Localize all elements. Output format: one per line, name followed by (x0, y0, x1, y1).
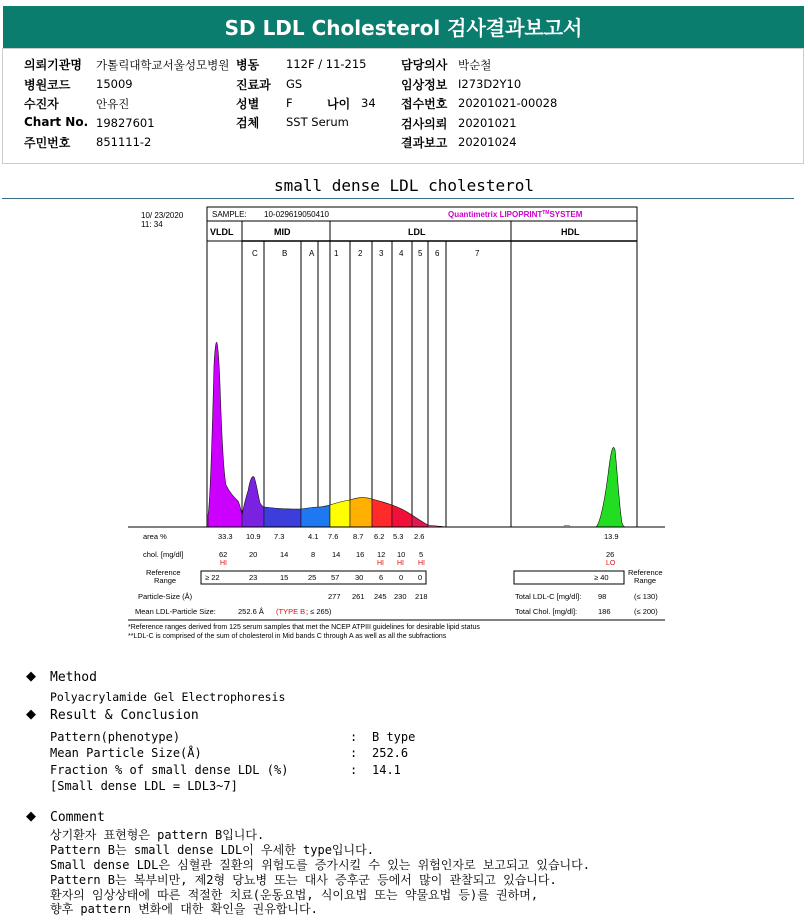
report-time: 11: 34 (141, 220, 163, 229)
result-heading: Result & Conclusion (50, 708, 199, 723)
ps-label: Particle-Size (Å) (138, 592, 193, 601)
mean-label: Mean LDL-Particle Size: (135, 607, 216, 616)
vldl-peak (208, 342, 242, 527)
ldl3-peak (372, 499, 392, 527)
clinical-info-value: I273D2Y10 (458, 77, 522, 91)
ps-4: 230 (394, 592, 407, 601)
age-label: 나이 (327, 97, 351, 111)
ref-right-2: Range (634, 576, 657, 585)
request-value: 20201021 (458, 116, 517, 130)
request-label: 검사의뢰 (401, 117, 448, 131)
result-sep-pattern: : (350, 730, 358, 744)
department-label: 진료과 (236, 78, 271, 92)
hospital-code-label: 병원코드 (24, 78, 71, 92)
brand-text: Quantimetrix LIPOPRINT (448, 210, 543, 219)
footnote-2: **LDL-C is comprised of the sum of cholesterol in Mid bands C through A as well as all the subfractions (128, 633, 447, 640)
mid-label: MID (274, 227, 291, 237)
result-value-fraction: 14.1 (372, 763, 401, 777)
ps-3: 245 (374, 592, 387, 601)
area-a: 4.1 (308, 532, 319, 541)
report-label: 결과보고 (401, 136, 448, 150)
comment-line-5: 환자의 임상상태에 따른 적절한 치료(운동요법, 식이요법 또는 약물요법 등)를 권하며, (50, 888, 539, 902)
institution-label: 의뢰기관명 (24, 58, 82, 72)
brand-name (448, 210, 583, 219)
method-bullet-icon: ◆ (26, 669, 36, 684)
result-label-pattern: Pattern(phenotype) (50, 730, 181, 744)
chol-ldl4: 10 (397, 550, 406, 559)
ref-ldl5: 0 (418, 573, 423, 582)
lipoprint-report (128, 205, 665, 642)
mean-tail: ; ≤ 265) (306, 607, 332, 616)
area-vldl: 33.3 (218, 532, 233, 541)
section-divider (2, 198, 794, 199)
sample-id: 10-029619050410 (264, 210, 329, 219)
ps-2: 261 (352, 592, 365, 601)
band-6-label: 6 (435, 249, 440, 258)
clinical-info-label: 임상정보 (401, 78, 448, 92)
chol-vldl: 62 (219, 550, 228, 559)
section-title: small dense LDL cholesterol (273, 176, 535, 195)
ref-ldl4: 0 (399, 573, 404, 582)
band-5-label: 5 (418, 249, 423, 258)
area-label: area % (143, 532, 167, 541)
ldl2-peak (350, 498, 372, 527)
result-bullet-icon: ◆ (26, 707, 36, 722)
chart-value: 19827601 (96, 116, 155, 130)
area-b: 7.3 (274, 532, 285, 541)
area-ldl1: 7.6 (328, 532, 339, 541)
patient-value: 안유진 (96, 97, 130, 111)
chol-b: 14 (280, 550, 289, 559)
hospital-code-value: 15009 (96, 77, 133, 91)
comment-heading: Comment (50, 810, 105, 825)
data-table (135, 532, 663, 616)
ref-ldl1: 57 (331, 573, 340, 582)
mean-type: (TYPE B (276, 607, 306, 616)
footnote-1: *Reference ranges derived from 125 serum samples that met the NCEP ATPIII guidelines for desirable lipid status (128, 624, 480, 631)
comment-line-2: Pattern B는 small dense LDL이 우세한 type입니다. (50, 843, 374, 857)
ref-right-1: Reference (628, 568, 663, 577)
doctor-label: 담당의사 (401, 58, 448, 72)
result-label-fraction: Fraction % of small dense LDL (%) (50, 763, 289, 777)
brand-system: SYSTEM (549, 210, 583, 219)
area-ldl3: 6.2 (374, 532, 385, 541)
ref-label-1: Reference (146, 568, 181, 577)
band-b-label: B (282, 249, 288, 258)
total-ldl-value: 98 (598, 592, 607, 601)
age-value: 34 (361, 96, 376, 110)
area-c: 10.9 (246, 532, 261, 541)
ref-vldl: ≥ 22 (205, 573, 220, 582)
patient-label: 수진자 (24, 97, 59, 111)
comment-line-4: Pattern B는 복부비만, 제2형 당뇨병 또는 대사 증후군 등에서 많이 관찰되고 있습니다. (50, 873, 557, 887)
total-chol-ref: (≤ 200) (634, 607, 658, 616)
flag-hdl: LO (606, 560, 616, 567)
band-1-label: 1 (334, 249, 339, 258)
result-sep-size: : (350, 746, 358, 760)
chol-label: chol. [mg/dl] (143, 550, 184, 559)
ward-value: 112F / 11-215 (286, 57, 367, 71)
report-title: SD LDL Cholesterol 검사결과보고서 (224, 16, 583, 40)
department-value: GS (286, 77, 303, 91)
vldl-label: VLDL (210, 227, 234, 237)
flag-ldl5: HI (418, 560, 425, 567)
ref-ldl2: 30 (355, 573, 364, 582)
ref-c: 23 (249, 573, 258, 582)
result-value-size: 252.6 (372, 746, 409, 760)
result-label-size: Mean Particle Size(Å) (50, 746, 202, 760)
area-ldl5: 2.6 (414, 532, 425, 541)
specimen-value: SST Serum (286, 115, 349, 129)
ref-b: 15 (280, 573, 289, 582)
chol-hdl: 26 (606, 550, 615, 559)
flag-vldl: HI (220, 560, 227, 567)
chart-label: Chart No. (24, 115, 89, 129)
brand-tm: TM (542, 210, 550, 216)
band-7-label: 7 (475, 249, 480, 258)
comment-bullet-icon: ◆ (26, 809, 36, 824)
institution-value: 가톨릭대학교서울성모병원 (96, 58, 230, 72)
sex-label: 성별 (236, 97, 260, 111)
ref-ldl3: 6 (379, 573, 384, 582)
mid-c-peak (242, 477, 264, 527)
mean-value: 252.6 Å (238, 607, 264, 616)
ps-5: 218 (415, 592, 428, 601)
report-value: 20201024 (458, 135, 517, 149)
chol-flags (220, 560, 616, 567)
hdl-label: HDL (561, 227, 580, 237)
chol-ldl3: 12 (377, 550, 386, 559)
band-3-label: 3 (379, 249, 384, 258)
sample-label: SAMPLE: (212, 210, 247, 219)
band-2-label: 2 (358, 249, 363, 258)
mid-a-peak (301, 505, 330, 527)
area-ldl4: 5.3 (393, 532, 404, 541)
ldl5-peak (412, 515, 428, 527)
chol-ldl2: 16 (356, 550, 365, 559)
method-heading: Method (50, 670, 97, 685)
doctor-value: 박순철 (458, 58, 492, 72)
band-a-label: A (309, 249, 315, 258)
chol-ldl1: 14 (332, 550, 341, 559)
ref-hdl: ≥ 40 (594, 573, 609, 582)
method-text: Polyacrylamide Gel Electrophoresis (50, 690, 286, 704)
chol-c: 20 (249, 550, 258, 559)
receipt-value: 20201021-00028 (458, 96, 558, 110)
band-4-label: 4 (399, 249, 404, 258)
hdl-trace (564, 525, 570, 526)
ldl4-peak (392, 505, 412, 527)
ldl1-peak (330, 500, 350, 527)
comment-line-1: 상기환자 표현형은 pattern B입니다. (50, 828, 265, 842)
title-bar (3, 6, 804, 48)
ldl-label: LDL (408, 227, 426, 237)
comment-line-6: 향후 pattern 변화에 대한 확인을 권유합니다. (50, 902, 318, 916)
receipt-label: 접수번호 (401, 97, 448, 111)
resident-value: 851111-2 (96, 135, 152, 149)
flag-ldl4: HI (397, 560, 404, 567)
specimen-label: 검체 (236, 116, 260, 130)
mid-b-peak (264, 507, 301, 527)
chol-ldl5: 5 (419, 550, 424, 559)
area-ldl2: 8.7 (353, 532, 364, 541)
report-date: 10/ 23/2020 (141, 211, 184, 220)
flag-ldl3: HI (377, 560, 384, 567)
total-ldl-label: Total LDL-C [mg/dl]: (515, 592, 582, 601)
result-note: [Small dense LDL = LDL3~7] (50, 779, 238, 793)
ward-label: 병동 (236, 58, 260, 72)
band-c-label: C (252, 249, 258, 258)
chol-a: 8 (311, 550, 316, 559)
total-chol-value: 186 (598, 607, 611, 616)
sex-value: F (286, 96, 293, 110)
hdl-peak (596, 447, 626, 527)
ref-a: 25 (308, 573, 317, 582)
band-separators (242, 221, 511, 527)
ps-1: 277 (328, 592, 341, 601)
total-ldl-ref: (≤ 130) (634, 592, 658, 601)
total-chol-label: Total Chol. [mg/dl]: (515, 607, 578, 616)
profile-curve (208, 342, 626, 527)
resident-label: 주민번호 (24, 136, 71, 150)
comment-line-3: Small dense LDL은 심혈관 질환의 위험도를 증가시킬 수 있는 위험인자로 보고되고 있습니다. (50, 858, 590, 872)
result-value-pattern: B type (372, 730, 416, 744)
area-hdl: 13.9 (604, 532, 619, 541)
ref-label-2: Range (154, 576, 177, 585)
result-sep-fraction: : (350, 763, 358, 777)
